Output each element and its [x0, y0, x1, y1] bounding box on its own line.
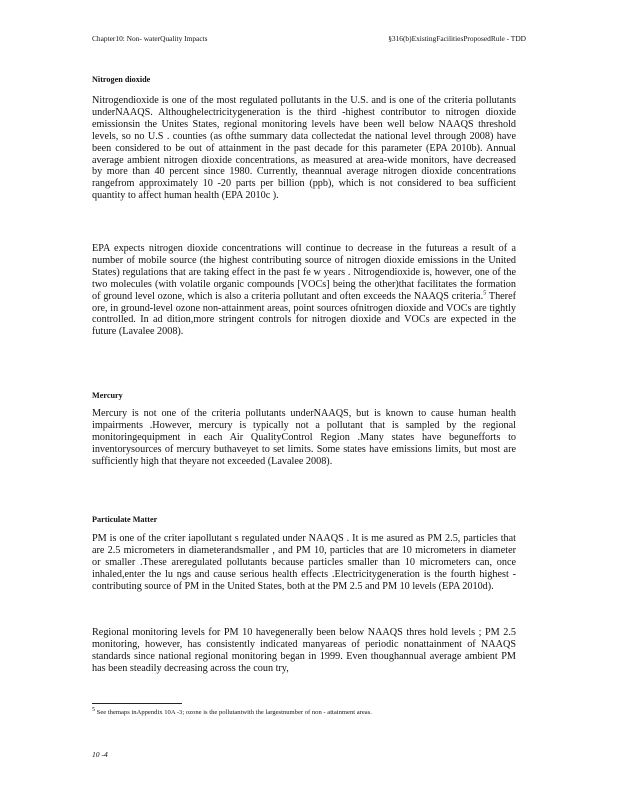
- heading-particulate-matter: Particulate Matter: [92, 515, 158, 524]
- footnote-number: 5: [92, 706, 95, 713]
- paragraph-nitrogen-dioxide-1: Nitrogendioxide is one of the most regulated pollutants in the U.S. and is one of the criteria pollutants underNAAQS. Althoughelectricitygeneration is the third -highest contributor to nitrogen dioxide emissionsin the Unites States, regional monitoring levels have been well below NAAQS threshold levels, so no U.S . counties (as ofthe summary data collectedat the national level through 2008) have been considered to be out of attainment in the past decade for this parameter (EPA 2010b). Annual average ambient nitrogen dioxide concentrations, as measured at area-wide monitors, have decreased by more than 40 percent since 1980. Currently, theannual average nitrogen dioxide concentrations rangefrom approximately 10 -20 parts per billion (ppb), which is not considered to bea sufficient quantity to affect human health (EPA 2010c ).: [92, 95, 516, 202]
- footnote-text: See themaps inAppendix 10A -3; ozone is the pollutantwith the largestnumber of non - attainment areas.: [95, 709, 372, 716]
- paragraph-particulate-matter-1: PM is one of the criter iapollutant s regulated under NAAQS . It is me asured as PM 2.5, particles that are 2.5 micrometers in diameterandsmaller , and PM 10, particles that are 10 micrometers in diameter or smaller .These areregulated pollutants because particles smaller than 10 micrometers can, once inhaled,enter the lu ngs and cause serious health effects .Electricitygeneration is the fourth highest -contributing source of PM in the United States, both at the PM 2.5 and PM 10 levels (EPA 2010d).: [92, 533, 516, 592]
- paragraph-nitrogen-dioxide-2: [92, 243, 516, 338]
- heading-nitrogen-dioxide: Nitrogen dioxide: [92, 75, 151, 84]
- header-chapter-title: Chapter10: Non- waterQuality Impacts: [92, 34, 208, 43]
- footnote-divider: [92, 703, 182, 704]
- page-number: 10 -4: [92, 750, 108, 759]
- paragraph-text-continued: Theref ore, in ground-level ozone non-attainment areas, point sources ofnitrogen dioxide and VOCs are tightly controlled. In ad dition,more stringent controls for nitrogen dioxide and VOCs are expected in the future (Lavalee 2008).: [92, 290, 516, 338]
- header-document-title: §316(b)ExistingFacilitiesProposedRule - TDD: [388, 34, 526, 43]
- heading-mercury: Mercury: [92, 391, 123, 400]
- footnote-reference: 5: [483, 290, 487, 297]
- paragraph-text: EPA expects nitrogen dioxide concentrations will continue to decrease in the futureas a result of a number of mobile source (the highest contributing source of nitrogen dioxide emissions in the United States) regulations that are taking effect in the past fe w years . Nitrogendioxide is, however, one of the two molecules (with volatile organic compounds [VOCs] being the other)that facilitates the formation of ground level ozone, which is also a criteria pollutant and often exceeds the NAAQS criteria.: [92, 243, 516, 302]
- paragraph-particulate-matter-2: Regional monitoring levels for PM 10 havegenerally been below NAAQS thres hold levels ; PM 2.5 monitoring, however, has consistently indicated manyareas of periodic nonattainment of NAAQS standards since national regional monitoring began in 1999. Even thoughannual average ambient PM has been steadily decreasing across the coun try,: [92, 627, 516, 674]
- running-header: [92, 34, 526, 46]
- footnote: [92, 708, 522, 717]
- paragraph-mercury: Mercury is not one of the criteria pollutants underNAAQS, but is known to cause human health impairments .However, mercury is typically not a pollutant that is sampled by the regional monitoringequipment in each Air QualityControl Region .Many states have begunefforts to inventorysources of mercury buthaveyet to set limits. Some states have emissions limits, but most are sufficiently high that theyare not exceeded (Lavalee 2008).: [92, 408, 516, 467]
